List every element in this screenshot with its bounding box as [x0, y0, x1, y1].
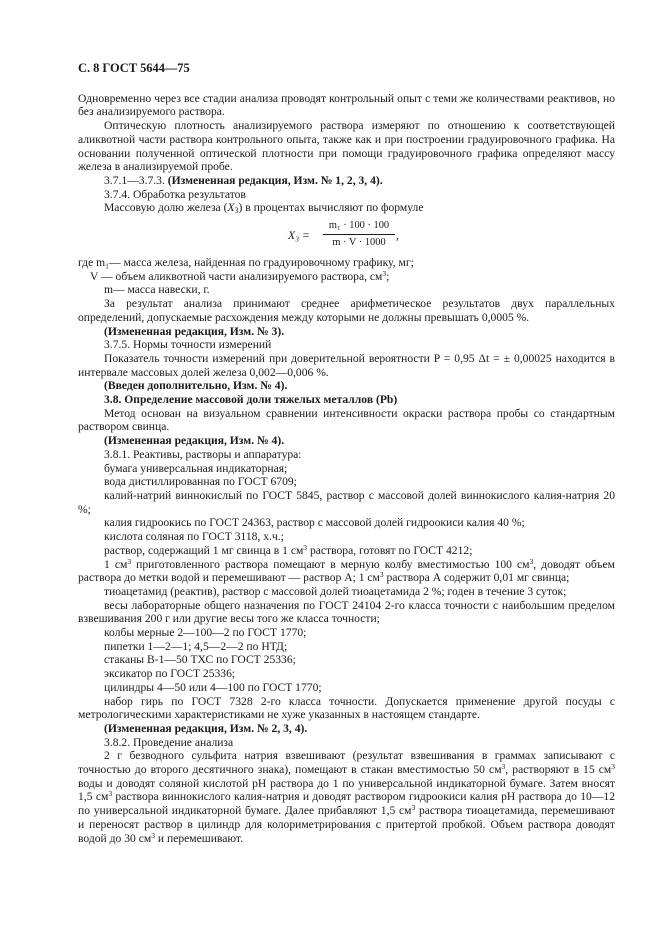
variable-x: X: [227, 201, 235, 215]
text-part: приготовленного раствора помещают в мерную колбу вместимостью 100 см: [131, 557, 530, 571]
list-item: колбы мерные 2—100—2 по ГОСТ 1770;: [104, 626, 307, 640]
list-item: набор гирь по ГОСТ 7328 2-го класса точности. Допускается применение другой посуды с метрологическими характеристиками не хуже указанных в настоящем стандарте.: [78, 694, 615, 722]
formula-numerator: m₁ · 100 · 100: [323, 219, 395, 235]
paragraph-optical-density: Оптическую плотность анализируемого раствора измеряют по отношению к соответствующей аликвотной части раствора контрольного опыта, также как и при построении градуировочного графика. На основании полученной оптической плотности при помощи градуировочного графика определяют массу железа в анализируемой пробе.: [78, 119, 615, 174]
page-header: С. 8 ГОСТ 5644—75: [78, 61, 190, 75]
list-item: кислота соляная по ГОСТ 3118, х.ч.;: [104, 530, 284, 544]
superscript: 3: [501, 762, 506, 772]
section-heading-375: 3.7.5. Нормы точности измерений: [104, 338, 272, 352]
list-item: вода дистиллированная по ГОСТ 6709;: [104, 475, 297, 489]
text-part: и перемешивают.: [154, 831, 243, 845]
list-item: бумага универсальная индикаторная;: [104, 461, 288, 475]
variable-subscript: 3: [234, 206, 239, 216]
section-heading-381: 3.8.1. Реактивы, растворы и аппаратура:: [104, 447, 302, 461]
text-part: раствора виннокислого калия-натрия и доводят раствором гидроокиси калия pH раствора до 10—12 по универсальной индикаторной бумаге. Далее прибавляют 1,5 см: [78, 790, 616, 818]
paragraph-formula-intro: [78, 201, 615, 215]
superscript: 3: [151, 830, 155, 840]
amendment-note-3: (Измененная редакция, Изм. № 3).: [104, 324, 285, 338]
formula-comma: ,: [396, 229, 399, 243]
text-part: раствор, содержащий 1 мг свинца в 1 см: [104, 543, 304, 557]
list-item: [78, 544, 615, 558]
list-item: калия гидроокись по ГОСТ 24363, раствор с массовой долей гидроокиси калия 40 %;: [104, 516, 525, 530]
text-part: 2 г безводного сульфита натрия взвешивают (результат взвешивания в граммах записывают с точностью до второго десятичного знака), помещают в стакан вместимостью 50 см: [78, 749, 615, 777]
text-part: 1 см: [104, 557, 128, 571]
amendment-note-4: (Измененная редакция, Изм. № 4).: [104, 434, 285, 448]
list-item: стаканы В-1—50 ТХС по ГОСТ 25336;: [104, 653, 296, 667]
text-part: V — объем аликвотной части анализируемого раствора, см: [90, 269, 383, 283]
list-item: [78, 558, 615, 585]
paragraph-accuracy: Показатель точности измерений при доверительной вероятности P = 0,95 Δt = ± 0,00025 находится в интервале массовых долей железа 0,002—0,006 %.: [78, 351, 615, 379]
section-heading-38: 3.8. Определение массовой доли тяжелых металлов (Pb): [104, 393, 398, 407]
text-part: ) в процентах вычисляют по формуле: [238, 201, 424, 215]
definition-m1: где m₁— масса железа, найденная по градуировочному графику, мг;: [78, 256, 414, 270]
list-item: тиоацетамид (реактив), раствор с массовой долей тиоацетамида 2 %; годен в течение 3 суток;: [104, 584, 567, 598]
list-item: пипетки 1—2—1; 4,5—2—2 по НТД;: [104, 639, 288, 653]
paragraph-amendment-371: [78, 174, 615, 188]
text-part: раствора, готовят по ГОСТ 4212;: [307, 543, 473, 557]
amendment-note-234: (Измененная редакция, Изм. № 2, 3, 4).: [104, 721, 308, 735]
text-part: раствора А содержит 0,01 мг свинца;: [383, 571, 570, 585]
paragraph-method: Метод основан на визуальном сравнении интенсивности окраски раствора пробы со стандартным раствором свинца.: [78, 406, 615, 434]
formula-iron-fraction: [78, 219, 615, 253]
text-part: , доводят объем раствора до метки водой и перемешивают — раствор А; 1 см: [78, 557, 615, 585]
superscript: 3: [303, 542, 308, 552]
document-page: [78, 62, 615, 845]
list-item: весы лабораторные общего назначения по ГОСТ 24104 2-го класса точности с наибольшим пределом взвешивания 200 г или другие весы того же класса точности;: [78, 598, 615, 626]
paragraph-procedure: [78, 749, 615, 845]
superscript: 3: [379, 570, 384, 580]
section-heading-374: 3.7.4. Обработка результатов: [104, 187, 246, 201]
definition-m: m— масса навески, г.: [104, 283, 210, 297]
superscript: 3: [611, 762, 615, 772]
formula-denominator: m · V · 1000: [332, 236, 386, 248]
list-item: калий-натрий виннокислый по ГОСТ 5845, раствор с массовой долей виннокислого калия-натрия 20 %;: [78, 488, 615, 516]
text-part: ;: [386, 269, 390, 283]
list-item: цилиндры 4—50 или 4—100 по ГОСТ 1770;: [104, 680, 322, 694]
section-heading-382: 3.8.2. Проведение анализа: [104, 735, 234, 749]
clause-number: 3.7.1—3.7.3.: [104, 173, 168, 187]
superscript: 3: [108, 789, 113, 799]
superscript: 3: [411, 803, 416, 813]
superscript: 3: [382, 268, 387, 278]
paragraph-result: За результат анализа принимают среднее арифметическое результатов двух параллельных определений, допускаемые расхождения между которыми не должны превышать 0,0005 %.: [78, 297, 615, 324]
text-part: Массовую долю железа (: [104, 201, 228, 215]
amendment-note-added: (Введен дополнительно, Изм. № 4).: [104, 379, 288, 393]
superscript: 3: [127, 556, 132, 566]
paragraph-control-experiment: Одновременно через все стадии анализа проводят контрольный опыт с теми же количествами реактивов, но без анализируемого раствора.: [78, 91, 615, 119]
text-part: воды и доводят соляной кислотой pH раствора до 1 по универсальной индикаторной бумаге. Затем вносят 1,5 см: [78, 776, 615, 804]
formula-lhs: X₃ =: [288, 229, 310, 243]
definition-v: [78, 270, 615, 284]
text-part: раствора тиоацетамида, перемешивают и переносят раствор в цилиндр для колориметрирования с притертой пробкой. Объем раствора доводят водой до 30 см: [78, 804, 615, 845]
superscript: 3: [529, 556, 534, 566]
formula-fraction: [323, 219, 395, 249]
text-part: , растворяют в 15 см: [505, 763, 612, 777]
list-item: эксикатор по ГОСТ 25336;: [104, 667, 236, 681]
amendment-note: (Измененная редакция, Изм. № 1, 2, 3, 4).: [167, 173, 383, 187]
